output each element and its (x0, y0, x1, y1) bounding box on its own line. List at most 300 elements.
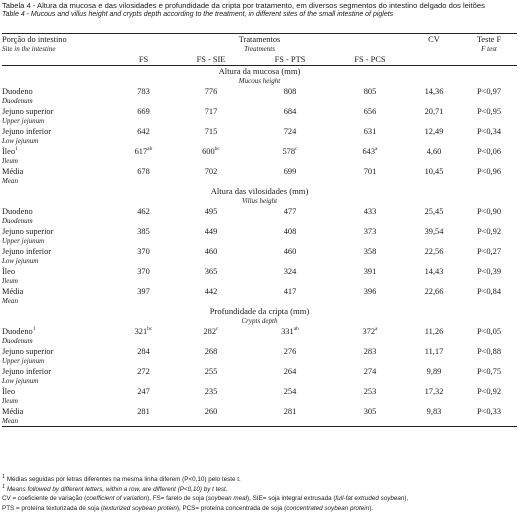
value-text: 254 (283, 387, 297, 396)
section-title: Altura da mucosa (mm) (218, 66, 301, 76)
table-row (2, 266, 517, 277)
spacer (333, 337, 407, 346)
fn3-b-en: concentrated soybean protein (286, 504, 370, 512)
spacer (247, 337, 333, 346)
section-title-english: Mucous height (238, 77, 281, 85)
value-text: 808 (283, 87, 297, 96)
value-p: P<0,27 (476, 247, 502, 256)
spacer (112, 117, 175, 126)
row-label (2, 206, 112, 217)
significance-letter: a (375, 326, 378, 333)
value-fs-pts (247, 166, 333, 177)
significance-letter: c (295, 146, 298, 153)
table-row (2, 86, 517, 97)
value-fs (112, 246, 175, 257)
spacer (175, 417, 247, 427)
spacer (333, 377, 407, 386)
value-text: 578 (282, 147, 296, 156)
header-fs-pcs: FS - PCS (354, 55, 386, 64)
value-text: 631 (363, 127, 377, 136)
row-label-english: Upper jejunum (2, 237, 45, 245)
row-label-english: Upper jejunum (2, 357, 45, 365)
footnote-1: $^1$ Médias seguidas por letras diferentes na mesma linha diferem (P<0,10) pelo teste t. (2, 473, 241, 483)
row-label-english: Ileum (2, 157, 18, 165)
value-fs-pcs (333, 386, 407, 397)
spacer (461, 117, 517, 126)
table-row-english (2, 337, 517, 346)
table-row (2, 286, 517, 297)
value-cv: 25,45 (424, 207, 444, 216)
value-cv: 9,83 (426, 407, 442, 416)
spacer (333, 177, 407, 186)
spacer (333, 277, 407, 286)
spacer (407, 97, 461, 106)
value-p: P<0,06 (476, 147, 502, 156)
fn2-d: ), (404, 495, 409, 503)
table-row-english (2, 257, 517, 266)
spacer (112, 237, 175, 246)
value-text: 397 (137, 287, 150, 296)
value-fs-pcs (333, 286, 407, 297)
table-row (2, 346, 517, 357)
fn2-a-en: coefficient of variation (86, 495, 148, 503)
value-fs-sie (175, 246, 247, 257)
value-p: P<0,95 (476, 107, 502, 116)
significance-letter: ab (147, 146, 153, 153)
table-row (2, 326, 517, 337)
value-text: 460 (204, 247, 218, 256)
value-fs (112, 206, 175, 217)
row-label-text: Duodeno (2, 327, 33, 336)
value-text: 684 (283, 107, 297, 116)
spacer (333, 157, 407, 166)
row-label-text: Íleo (2, 147, 16, 156)
value-p: P<0,90 (476, 207, 502, 216)
section-spacer (2, 77, 112, 86)
spacer (247, 297, 333, 306)
section-spacer (461, 186, 517, 197)
footnote-3 (2, 504, 517, 514)
value-text: 331 (281, 327, 294, 336)
spacer (175, 117, 247, 126)
header-fs-pts: FS - PTS (274, 55, 306, 64)
row-label-english: Mean (2, 417, 18, 425)
header-cv: CV (428, 35, 440, 44)
row-label-text: Jejuno superior (2, 347, 54, 356)
value-text: 678 (137, 167, 150, 176)
value-fs-pcs (333, 406, 407, 417)
value-text: 617 (134, 147, 148, 156)
row-label-english: Duodenum (2, 97, 33, 105)
table-row (2, 226, 517, 237)
value-text: 669 (137, 107, 150, 116)
fn3-c: ). (369, 504, 374, 512)
value-fs-pcs (333, 326, 407, 337)
value-text: 370 (137, 267, 150, 276)
value-fs-pcs (333, 86, 407, 97)
section-spacer (461, 306, 517, 317)
spacer (112, 377, 175, 386)
value-text: 408 (283, 227, 297, 236)
spacer (175, 157, 247, 166)
spacer (247, 117, 333, 126)
table-row-english (2, 137, 517, 146)
spacer (407, 237, 461, 246)
spacer (112, 397, 175, 406)
row-label (2, 106, 112, 117)
spacer (407, 277, 461, 286)
value-fs-pts (247, 386, 333, 397)
row-label-english: Duodenum (2, 217, 33, 225)
value-fs-pcs (333, 166, 407, 177)
spacer (112, 157, 175, 166)
footnote-1-text: Médias seguidas por letras diferentes na mesma linha diferem (P<0,10) pelo teste t. (6, 476, 241, 483)
row-label-english: Low jejunum (2, 257, 39, 265)
value-text: 715 (204, 127, 218, 136)
value-fs-sie (175, 286, 247, 297)
value-fs-sie (175, 366, 247, 377)
spacer (407, 157, 461, 166)
spacer (175, 177, 247, 186)
spacer (461, 237, 517, 246)
table-caption: Tabela 4 - Altura da mucosa e das vilosidades e profundidade da cripta por tratamento, em diversos segmentos do intestino delgado dos leitões (2, 1, 485, 10)
value-text: 396 (363, 287, 377, 296)
section-title-row (2, 66, 517, 78)
spacer (407, 377, 461, 386)
row-label-text: Íleo (2, 267, 16, 276)
row-label-text: Jejuno inferior (2, 247, 52, 256)
footnote-1-english-text: Means followed by different letters, within a row, are different (P<0,10) by t test. (6, 485, 228, 493)
significance-letter: ab (293, 326, 299, 333)
value-text: 305 (363, 407, 377, 416)
spacer (175, 97, 247, 106)
value-text: 272 (137, 367, 150, 376)
spacer (407, 217, 461, 226)
spacer (112, 137, 175, 146)
header-row-3 (2, 54, 517, 66)
value-cv: 22,56 (424, 247, 444, 256)
section-spacer (407, 306, 461, 317)
value-text: 783 (137, 87, 150, 96)
row-label (2, 86, 112, 97)
spacer (175, 357, 247, 366)
section-spacer (407, 77, 461, 86)
spacer (175, 337, 247, 346)
footnote-1-english: $^1$ Means followed by different letters, within a row, are different (P<0,10) by t test. (2, 483, 228, 493)
section-title: Profundidade da cripta (mm) (209, 306, 310, 316)
row-label (2, 246, 112, 257)
row-label (2, 366, 112, 377)
value-text: 255 (204, 367, 218, 376)
header-site-english: Site in the intestine (2, 45, 56, 53)
value-fs (112, 406, 175, 417)
value-fs-sie (175, 326, 247, 337)
spacer (333, 297, 407, 306)
value-p: P<0,84 (476, 287, 502, 296)
spacer (175, 377, 247, 386)
header-treatments: Tratamentos (238, 35, 281, 44)
spacer (112, 97, 175, 106)
spacer (461, 297, 517, 306)
spacer (247, 157, 333, 166)
table-row (2, 126, 517, 137)
value-cv: 4,60 (426, 147, 442, 156)
value-text: 282 (203, 327, 217, 336)
value-p: P<0,97 (476, 87, 502, 96)
spacer (407, 337, 461, 346)
spacer (175, 297, 247, 306)
value-text: 391 (363, 267, 377, 276)
table-row (2, 206, 517, 217)
value-fs-pcs (333, 206, 407, 217)
spacer (112, 417, 175, 427)
row-label-english: Ileum (2, 277, 18, 285)
value-fs-sie (175, 266, 247, 277)
spacer (333, 137, 407, 146)
value-cv: 17,32 (424, 387, 444, 396)
spacer (247, 417, 333, 427)
row-label-english: Low jejunum (2, 137, 39, 145)
value-fs-pts (247, 86, 333, 97)
significance-letter: bc (214, 146, 220, 153)
value-cv: 12,49 (424, 127, 444, 136)
spacer (247, 217, 333, 226)
value-cv: 39,54 (424, 227, 444, 236)
table-row-english (2, 237, 517, 246)
value-text: 281 (137, 407, 150, 416)
value-fs-sie (175, 86, 247, 97)
value-text: 235 (204, 387, 218, 396)
spacer (333, 217, 407, 226)
fn3-b: ), PCS= proteína concentrada de soja ( (176, 504, 287, 512)
fn3-a-en: texturized soybean protein (102, 504, 177, 512)
spacer (333, 97, 407, 106)
value-fs-pts (247, 266, 333, 277)
value-fs-pts (247, 146, 333, 157)
spacer (175, 277, 247, 286)
value-fs-pts (247, 366, 333, 377)
significance-letter: a (375, 146, 378, 153)
spacer (407, 357, 461, 366)
value-text: 321 (134, 327, 148, 336)
spacer (461, 397, 517, 406)
spacer (407, 257, 461, 266)
value-fs-pcs (333, 146, 407, 157)
significance-letter: c (216, 326, 219, 333)
row-label-text: Íleo (2, 387, 16, 396)
section-spacer (407, 186, 461, 197)
value-cv: 22,66 (424, 287, 444, 296)
spacer (407, 177, 461, 186)
spacer (112, 357, 175, 366)
value-fs (112, 366, 175, 377)
value-fs-pts (247, 326, 333, 337)
value-cv: 11,26 (424, 327, 444, 336)
section-title-english-row (2, 317, 517, 326)
value-p: P<0,34 (476, 127, 502, 136)
row-label (2, 126, 112, 137)
spacer (247, 277, 333, 286)
section-title-english: Villus height (241, 197, 278, 205)
spacer (175, 257, 247, 266)
value-text: 268 (204, 347, 218, 356)
section-spacer (2, 197, 112, 206)
spacer (247, 137, 333, 146)
table-row-english (2, 117, 517, 126)
spacer (461, 357, 517, 366)
value-cv: 10,45 (424, 167, 444, 176)
fn2-a: CV = coeficiente de variação ( (2, 495, 87, 503)
row-label-english: Mean (2, 297, 18, 305)
table-row (2, 366, 517, 377)
value-text: 276 (283, 347, 297, 356)
value-fs-pts (247, 206, 333, 217)
value-text: 699 (283, 167, 297, 176)
value-fs-pcs (333, 126, 407, 137)
row-label-english: Ileum (2, 397, 18, 405)
section-spacer (2, 317, 112, 326)
spacer (461, 157, 517, 166)
value-text: 373 (363, 227, 377, 236)
spacer (112, 297, 175, 306)
spacer (175, 137, 247, 146)
value-fs-sie (175, 226, 247, 237)
table-row-english (2, 217, 517, 226)
value-text: 600 (202, 147, 215, 156)
spacer (407, 297, 461, 306)
spacer (175, 217, 247, 226)
value-p: P<0,96 (476, 167, 502, 176)
spacer (461, 417, 517, 427)
table-row-english (2, 377, 517, 386)
value-text: 460 (283, 247, 297, 256)
spacer (247, 377, 333, 386)
section-spacer (2, 306, 112, 317)
table-row (2, 166, 517, 177)
table-row-english (2, 277, 517, 286)
value-fs-pts (247, 126, 333, 137)
value-text: 281 (283, 407, 297, 416)
header-treatments-english: Treatments (244, 45, 275, 53)
value-text: 495 (204, 207, 218, 216)
value-text: 417 (283, 287, 297, 296)
spacer (461, 277, 517, 286)
row-label-text: Jejuno inferior (2, 367, 52, 376)
table-row-english (2, 297, 517, 306)
value-cv: 9,89 (426, 367, 442, 376)
value-fs-pcs (333, 246, 407, 257)
spacer (333, 397, 407, 406)
value-fs-pts (247, 346, 333, 357)
value-cv: 14,43 (424, 267, 444, 276)
row-label-english: Low jejunum (2, 377, 39, 385)
value-p: P<0,33 (476, 407, 502, 416)
value-cv: 11,17 (424, 347, 444, 356)
value-fs-pcs (333, 366, 407, 377)
section-title-row (2, 306, 517, 317)
row-label-text: Média (2, 287, 24, 296)
row-label (2, 326, 112, 337)
value-text: 324 (283, 267, 297, 276)
value-fs (112, 386, 175, 397)
value-text: 776 (204, 87, 218, 96)
value-text: 358 (363, 247, 377, 256)
spacer (247, 257, 333, 266)
value-fs-sie (175, 166, 247, 177)
section-spacer (461, 77, 517, 86)
row-label (2, 286, 112, 297)
value-fs (112, 166, 175, 177)
table-row (2, 386, 517, 397)
value-fs-pcs (333, 106, 407, 117)
value-text: 477 (283, 207, 297, 216)
fn2-b: ), FS= farelo de soja ( (147, 495, 208, 503)
spacer (333, 257, 407, 266)
section-spacer (461, 66, 517, 78)
row-label (2, 146, 112, 157)
spacer (461, 257, 517, 266)
fn2-c-en: full-fat extruded soybean (335, 495, 405, 503)
value-fs-sie (175, 126, 247, 137)
value-fs-pcs (333, 346, 407, 357)
value-p: P<0,88 (476, 347, 502, 356)
value-text: 643 (362, 147, 376, 156)
spacer (407, 417, 461, 427)
value-fs-sie (175, 146, 247, 157)
value-text: 253 (363, 387, 377, 396)
row-label (2, 346, 112, 357)
value-fs-sie (175, 346, 247, 357)
section-spacer (461, 317, 517, 326)
spacer (175, 237, 247, 246)
header-fs: FS (138, 55, 149, 64)
spacer (407, 137, 461, 146)
value-text: 702 (204, 167, 218, 176)
spacer (333, 417, 407, 427)
spacer (461, 177, 517, 186)
value-fs (112, 326, 175, 337)
value-fs-pcs (333, 266, 407, 277)
value-text: 656 (363, 107, 377, 116)
value-fs (112, 86, 175, 97)
header-row-1 (2, 34, 517, 46)
value-text: 642 (137, 127, 150, 136)
value-cv: 14,36 (424, 87, 444, 96)
table-row-english (2, 97, 517, 106)
value-text: 283 (363, 347, 377, 356)
header-test-f-english: F test (481, 45, 497, 53)
value-p: P<0,75 (476, 367, 502, 376)
fn2-b-en: soybean meal (207, 495, 248, 503)
row-label (2, 266, 112, 277)
spacer (407, 117, 461, 126)
significance-letter: 1 (15, 146, 18, 153)
header-site: Porção do intestino (2, 35, 67, 44)
spacer (461, 217, 517, 226)
value-p: P<0,39 (476, 267, 502, 276)
value-fs (112, 346, 175, 357)
value-fs-pcs (333, 226, 407, 237)
fn3-a: PTS = proteína texturizada de soja ( (2, 504, 103, 512)
significance-letter: 1 (32, 326, 36, 333)
value-fs-pts (247, 226, 333, 237)
value-text: 724 (283, 127, 297, 136)
spacer (461, 337, 517, 346)
spacer (112, 277, 175, 286)
spacer (333, 237, 407, 246)
row-label-english: Duodenum (2, 337, 33, 345)
table-row-english (2, 357, 517, 366)
